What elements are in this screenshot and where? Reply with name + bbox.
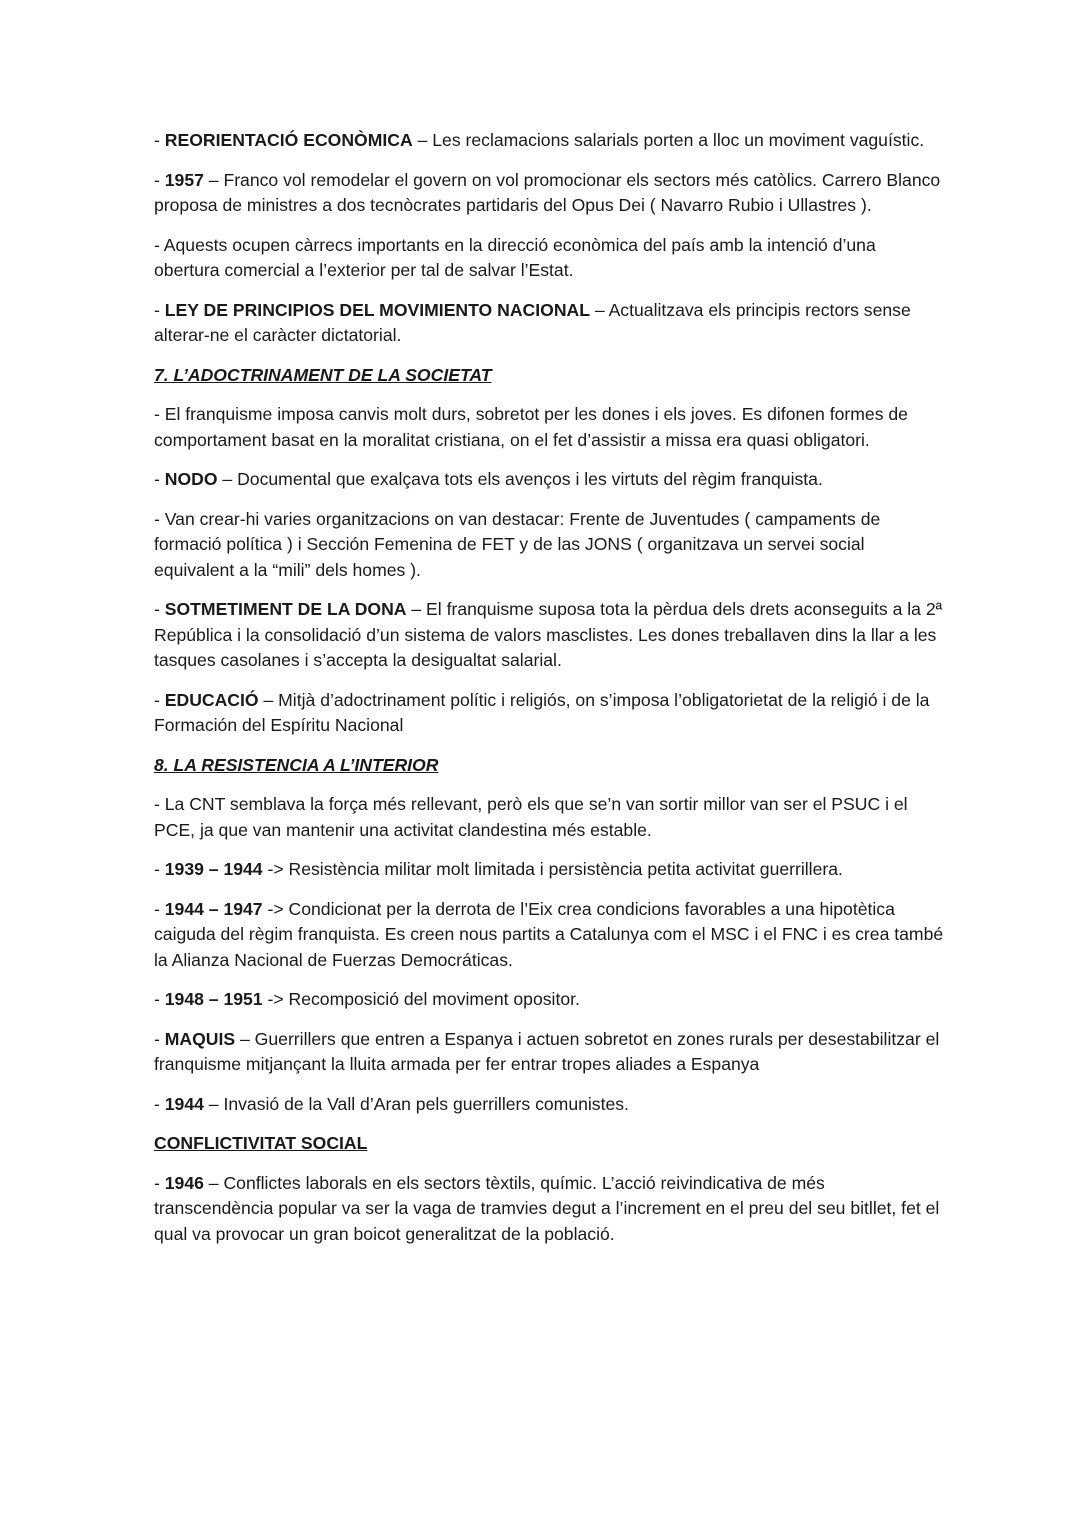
section-heading: CONFLICTIVITAT SOCIAL [154, 1133, 368, 1153]
bold-term: 1944 [164, 1093, 204, 1114]
bullet-paragraph [154, 897, 944, 974]
bullet-paragraph [154, 467, 944, 493]
bold-term: NODO [164, 469, 218, 489]
bold-term: SOTMETIMENT DE LA DONA [164, 599, 407, 619]
bullet-paragraph [154, 987, 944, 1013]
bullet-dash: - [154, 599, 165, 619]
bullet-dash: - [154, 1093, 165, 1114]
bullet-paragraph [154, 1027, 944, 1078]
bullet-dash: - [154, 859, 165, 879]
bold-term: 1946 [164, 1172, 204, 1193]
bullet-dash: - [154, 469, 165, 489]
bullet-paragraph [154, 168, 944, 219]
bullet-dash: - [154, 898, 165, 919]
bullet-paragraph [154, 1092, 944, 1118]
section-heading: 7. L’ADOCTRINAMENT DE LA SOCIETAT [154, 364, 492, 385]
paragraph-text: La CNT semblava la força més rellevant, però els que se’n van sortir millor van ser el PSUC i el PCE, ja que van mantenir una activitat clandestina més estable. [154, 794, 908, 840]
paragraph-text: – Franco vol remodelar el govern on vol promocionar els sectors més catòlics. Carrero Blanco proposa de ministres a dos tecnòcrates partidaris del Opus Dei ( Navarro Rubio i Ullastres ). [154, 169, 941, 215]
paragraph-text: – Conflictes laborals en els sectors tèxtils, químic. L’acció reivindicativa de més transcendència popular va ser la vaga de tramvies degut a l’increment en el preu del seu bitllet, fet el qual va provocar un gran boicot generalitzat de la població. [154, 1172, 940, 1244]
bullet-paragraph [154, 1171, 944, 1248]
paragraph-text: Aquests ocupen càrrecs importants en la direcció econòmica del país amb la intenció d’una obertura comercial a l’exterior per tal de salvar l’Estat. [154, 234, 876, 280]
paragraph-text: – Mitjà d’adoctrinament polític i religiós, on s’imposa l’obligatorietat de la religió i de la Formación del Espíritu Nacional [154, 689, 930, 735]
bullet-paragraph [154, 597, 944, 674]
bullet-dash: - [154, 169, 165, 190]
bullet-dash: - [154, 1028, 165, 1049]
paragraph-text: -> Condicionat per la derrota de l’Eix crea condicions favorables a una hipotètica caiguda del règim franquista. Es creen nous partits a Catalunya com el MSC i el FNC i es crea també la Alianza Nacional de Fuerzas Democráticas. [154, 898, 944, 970]
paragraph-text: – Guerrillers que entren a Espanya i actuen sobretot en zones rurals per desestabilitzar el franquisme mitjançant la lluita armada per fer entrar tropes aliades a Espanya [154, 1028, 940, 1074]
bullet-dash: - [154, 130, 165, 150]
paragraph-text: -> Resistència militar molt limitada i persistència petita activitat guerrillera. [262, 859, 843, 879]
paragraph-text: – Documental que exalçava tots els avenços i les virtuts del règim franquista. [217, 469, 823, 489]
bold-term: 1948 – 1951 [164, 989, 263, 1009]
bullet-paragraph [154, 298, 944, 349]
bullet-dash: - [154, 508, 165, 529]
bullet-dash: - [154, 404, 165, 424]
paragraph-text: – Actualitzava els principis rectors sense alterar-ne el caràcter dictatorial. [154, 299, 911, 345]
bold-term: MAQUIS [164, 1028, 236, 1049]
paragraph-text: – Invasió de la Vall d’Aran pels guerrillers comunistes. [203, 1093, 629, 1114]
bullet-dash: - [154, 689, 165, 710]
paragraph-text: El franquisme imposa canvis molt durs, sobretot per les dones i els joves. Es difonen formes de comportament basat en la moralitat cristiana, on el fet d’assistir a missa era quasi obligatori. [154, 404, 908, 450]
bullet-paragraph [154, 402, 944, 453]
bold-term: 1957 [164, 169, 204, 190]
bold-term: EDUCACIÓ [164, 689, 259, 710]
paragraph-text: – El franquisme suposa tota la pèrdua dels drets aconseguits a la 2ª República i la consolidació d’un sistema de valors masclistes. Les dones treballaven dins la llar a les tasques casolanes i s’accepta la desigualtat salarial. [154, 599, 943, 670]
bold-term: REORIENTACIÓ ECONÒMICA [164, 130, 413, 150]
bullet-paragraph [154, 688, 944, 739]
bullet-paragraph [154, 233, 944, 284]
document-body [154, 128, 944, 1261]
bold-term: LEY DE PRINCIPIOS DEL MOVIMIENTO NACIONAL [164, 299, 590, 320]
paragraph-text: -> Recomposició del moviment opositor. [262, 989, 580, 1009]
bullet-dash: - [154, 989, 165, 1009]
bullet-paragraph [154, 792, 944, 843]
bullet-dash: - [154, 299, 165, 320]
paragraph-text: Van crear-hi varies organitzacions on van destacar: Frente de Juventudes ( campaments de formació política ) i Sección Femenina de FET y de las JONS ( organitzava un servei social equivalent a la “mili” dels homes ). [154, 508, 881, 580]
bullet-paragraph [154, 128, 944, 154]
bullet-dash: - [154, 1172, 165, 1193]
bold-term: 1939 – 1944 [164, 859, 263, 879]
bullet-paragraph [154, 857, 944, 883]
section-heading: 8. LA RESISTENCIA A L’INTERIOR [154, 754, 439, 775]
paragraph-text: – Les reclamacions salarials porten a lloc un moviment vaguístic. [412, 130, 925, 150]
bullet-paragraph [154, 507, 944, 584]
bold-term: 1944 – 1947 [164, 898, 263, 919]
bullet-dash: - [154, 794, 165, 814]
bullet-dash: - [154, 234, 164, 255]
